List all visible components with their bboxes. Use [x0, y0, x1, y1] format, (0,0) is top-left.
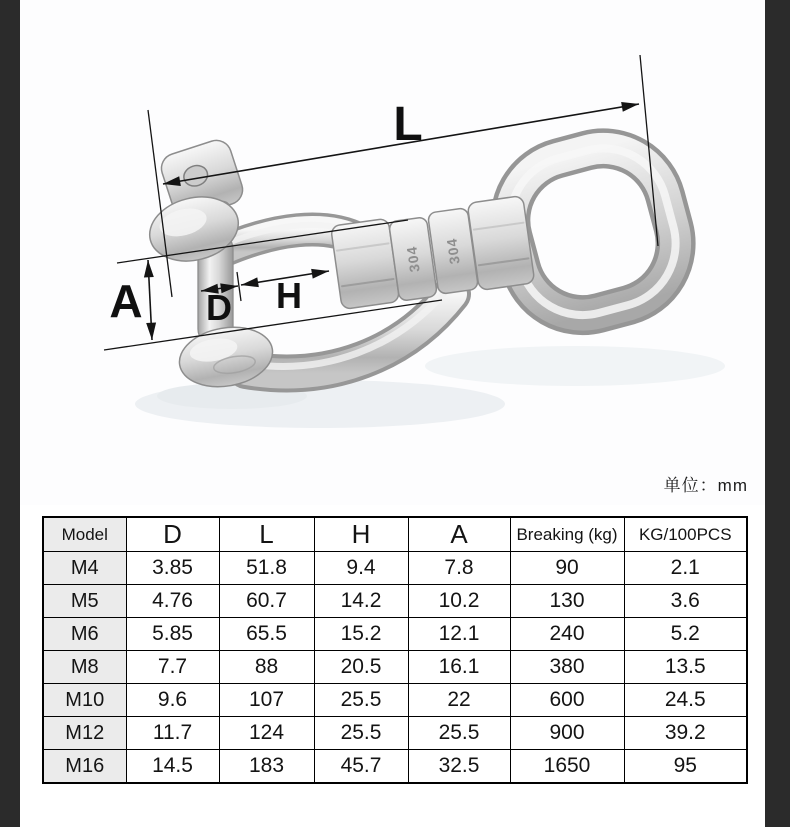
spec-table: [42, 516, 748, 784]
col-header-breaking-kg: Breaking (kg): [510, 517, 624, 552]
cell-h: 25.5: [314, 717, 408, 750]
cell-breaking-kg: 900: [510, 717, 624, 750]
table-row: [43, 750, 747, 784]
cell-kg-100pcs: 24.5: [624, 684, 747, 717]
cell-d: 9.6: [126, 684, 219, 717]
cell-kg-100pcs: 95: [624, 750, 747, 784]
cell-a: 16.1: [408, 651, 510, 684]
product-diagram: [20, 0, 765, 505]
cell-breaking-kg: 240: [510, 618, 624, 651]
cell-d: 11.7: [126, 717, 219, 750]
stamp-304: 304: [443, 236, 463, 266]
cell-a: 10.2: [408, 585, 510, 618]
cell-l: 60.7: [219, 585, 314, 618]
cell-a: 25.5: [408, 717, 510, 750]
cell-a: 32.5: [408, 750, 510, 784]
col-header-h: H: [314, 517, 408, 552]
spec-table-header: [43, 517, 747, 552]
table-row: [43, 585, 747, 618]
table-row: [43, 651, 747, 684]
cell-h: 45.7: [314, 750, 408, 784]
cell-l: 65.5: [219, 618, 314, 651]
dim-label-H: H: [276, 275, 302, 316]
cell-l: 51.8: [219, 552, 314, 585]
cell-model: M8: [43, 651, 126, 684]
dim-label-A: A: [109, 275, 143, 327]
unit-note: 单位：mm: [663, 476, 748, 495]
hex-boss-eye: [467, 196, 535, 291]
cell-model: M16: [43, 750, 126, 784]
cell-h: 14.2: [314, 585, 408, 618]
cell-h: 9.4: [314, 552, 408, 585]
cell-breaking-kg: 90: [510, 552, 624, 585]
col-header-model: Model: [43, 517, 126, 552]
cell-l: 124: [219, 717, 314, 750]
cell-kg-100pcs: 13.5: [624, 651, 747, 684]
cell-a: 12.1: [408, 618, 510, 651]
cell-a: 7.8: [408, 552, 510, 585]
cell-model: M4: [43, 552, 126, 585]
dim-label-D: D: [206, 287, 232, 328]
cell-kg-100pcs: 3.6: [624, 585, 747, 618]
col-header-d: D: [126, 517, 219, 552]
cell-d: 14.5: [126, 750, 219, 784]
cell-l: 107: [219, 684, 314, 717]
cell-d: 7.7: [126, 651, 219, 684]
cell-h: 20.5: [314, 651, 408, 684]
cell-a: 22: [408, 684, 510, 717]
cell-kg-100pcs: 2.1: [624, 552, 747, 585]
left-dark-margin: [0, 0, 20, 827]
cell-h: 15.2: [314, 618, 408, 651]
col-header-l: L: [219, 517, 314, 552]
cell-model: M12: [43, 717, 126, 750]
cell-breaking-kg: 600: [510, 684, 624, 717]
cell-breaking-kg: 380: [510, 651, 624, 684]
cell-model: M6: [43, 618, 126, 651]
cell-breaking-kg: 130: [510, 585, 624, 618]
cell-d: 3.85: [126, 552, 219, 585]
table-row: [43, 684, 747, 717]
cell-breaking-kg: 1650: [510, 750, 624, 784]
table-row: [43, 618, 747, 651]
cell-l: 183: [219, 750, 314, 784]
table-row: [43, 717, 747, 750]
cell-kg-100pcs: 5.2: [624, 618, 747, 651]
cell-l: 88: [219, 651, 314, 684]
right-dark-margin: [765, 0, 790, 827]
col-header-a: A: [408, 517, 510, 552]
cell-kg-100pcs: 39.2: [624, 717, 747, 750]
dim-label-L: L: [393, 98, 423, 151]
cell-h: 25.5: [314, 684, 408, 717]
col-header-kg-100pcs: KG/100PCS: [624, 517, 747, 552]
cell-d: 4.76: [126, 585, 219, 618]
cell-model: M5: [43, 585, 126, 618]
table-row: [43, 552, 747, 585]
cell-d: 5.85: [126, 618, 219, 651]
stamp-304: 304: [403, 244, 423, 274]
cell-model: M10: [43, 684, 126, 717]
spec-table-body: [43, 552, 747, 784]
